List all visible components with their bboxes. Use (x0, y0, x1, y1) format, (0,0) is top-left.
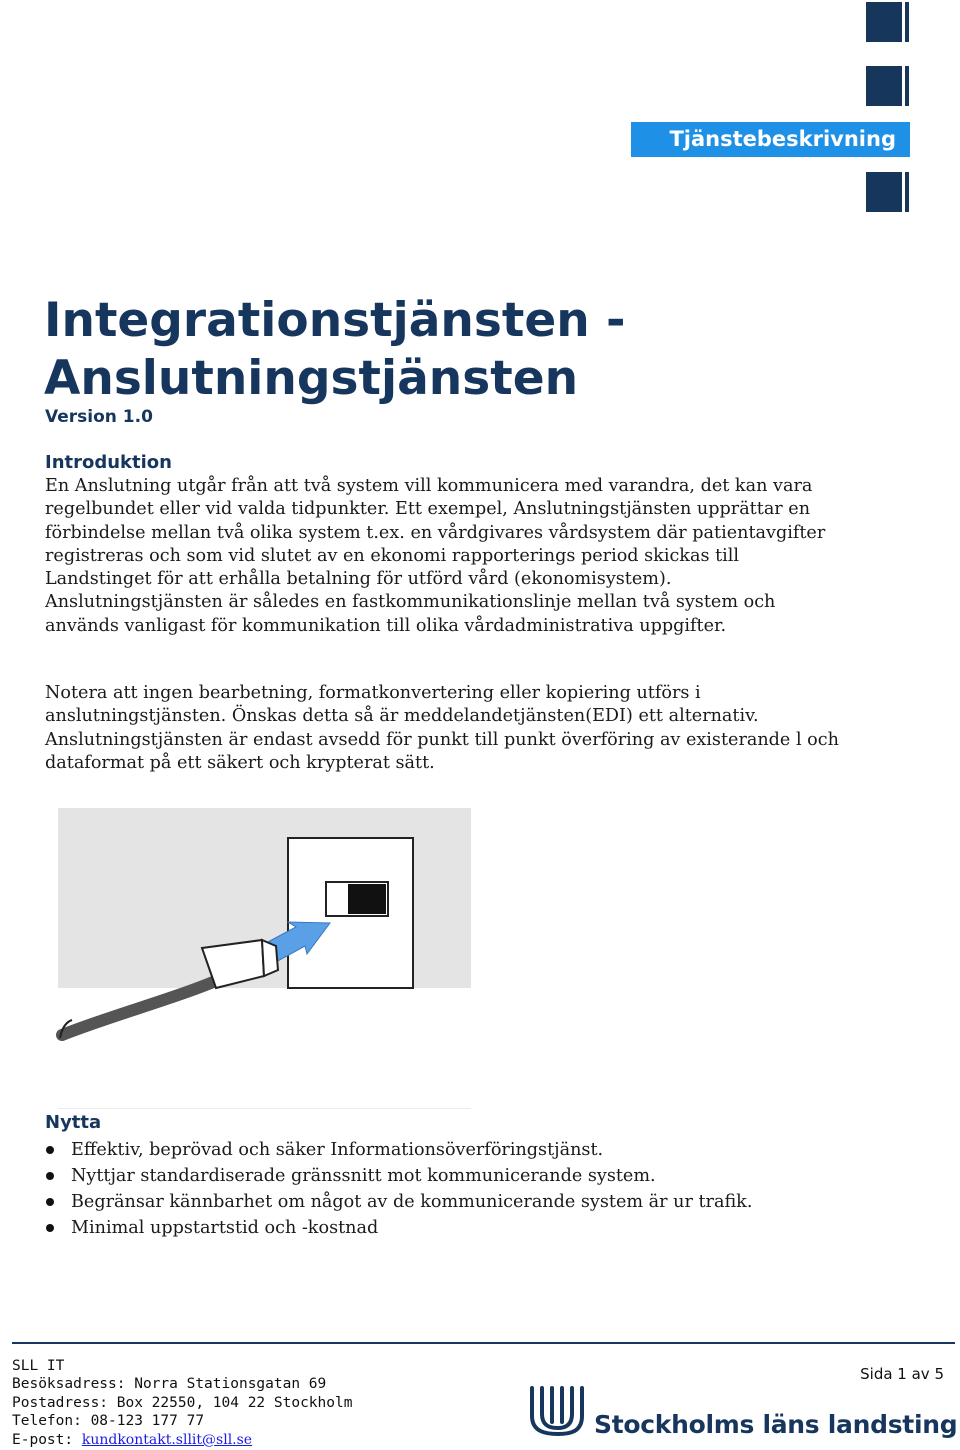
list-item: Begränsar kännbarhet om något av de kommunicerande system är ur trafik. (45, 1189, 845, 1215)
page-number: Sida 1 av 5 (860, 1365, 944, 1383)
intro-heading: Introduktion (45, 452, 172, 473)
benefits-list (45, 1137, 845, 1241)
network-cable-plug-illustration (40, 800, 480, 1050)
footer-postal-address: Postadress: Box 22550, 104 22 Stockholm (12, 1394, 353, 1411)
bullet-icon (46, 1146, 54, 1154)
doc-type-banner: Tjänstebeskrivning (631, 122, 910, 157)
list-item: Nyttjar standardiserade gränssnitt mot kommunicerande system. (45, 1163, 845, 1189)
footer-divider (12, 1342, 955, 1344)
intro-section (45, 451, 845, 638)
benefits-heading: Nytta (45, 1112, 102, 1133)
footer-phone: Telefon: 08-123 177 77 (12, 1413, 205, 1430)
footer-email-row (12, 1431, 352, 1449)
decorative-square-3 (866, 172, 909, 212)
footer-visit-address: Besöksadress: Norra Stationsgatan 69 (12, 1376, 327, 1393)
note-paragraph: Notera att ingen bearbetning, formatkonvertering eller kopiering utförs i anslutningstjänsten. Önskas detta så är meddelandetjänsten(EDI) ett alternativ. Anslutningstjänsten är endast avsedd för punkt till punkt överföring av existerande l och dataformat på ett säkert och krypterat sätt. (45, 683, 839, 773)
bullet-icon (46, 1172, 54, 1180)
divider (58, 1108, 471, 1109)
decorative-square-2 (866, 66, 909, 106)
page-title: Integrationstjänsten - Anslutningstjänsten (44, 293, 626, 406)
bullet-icon (46, 1198, 54, 1206)
sll-logo-text: Stockholms läns landsting (594, 1410, 958, 1439)
email-link[interactable]: kundkontakt.sllit@sll.se (81, 1431, 253, 1448)
footer-org: SLL IT (12, 1358, 65, 1374)
footer-email-label: E-post: (12, 1431, 74, 1448)
sll-logo-icon (528, 1386, 590, 1438)
intro-paragraph: En Anslutning utgår från att två system vill kommunicera med varandra, det kan vara regelbundet eller vid valda tidpunkter. Ett exempel, Anslutningstjänsten upprättar en förbindelse mellan två olika system t.ex. en vårdgivares vårdsystem där patientavgifter registreras och som vid slutet av en ekonomi rapporterings period skickas till Landstinget för att erhålla betalning för utförd vård (ekonomisystem). Anslutningstjänsten är således en fastkommunikationslinje mellan två system och används vanligast för kommunikation till olika vårdadministrativa uppgifter. (45, 476, 826, 636)
note-section (45, 682, 845, 775)
footer-contact (12, 1357, 352, 1449)
bullet-icon (46, 1224, 54, 1232)
version-label: Version 1.0 (45, 407, 153, 427)
decorative-square-1 (866, 2, 909, 42)
list-item: Effektiv, beprövad och säker Informationsöverföringstjänst. (45, 1137, 845, 1163)
list-item: Minimal uppstartstid och -kostnad (45, 1215, 845, 1241)
